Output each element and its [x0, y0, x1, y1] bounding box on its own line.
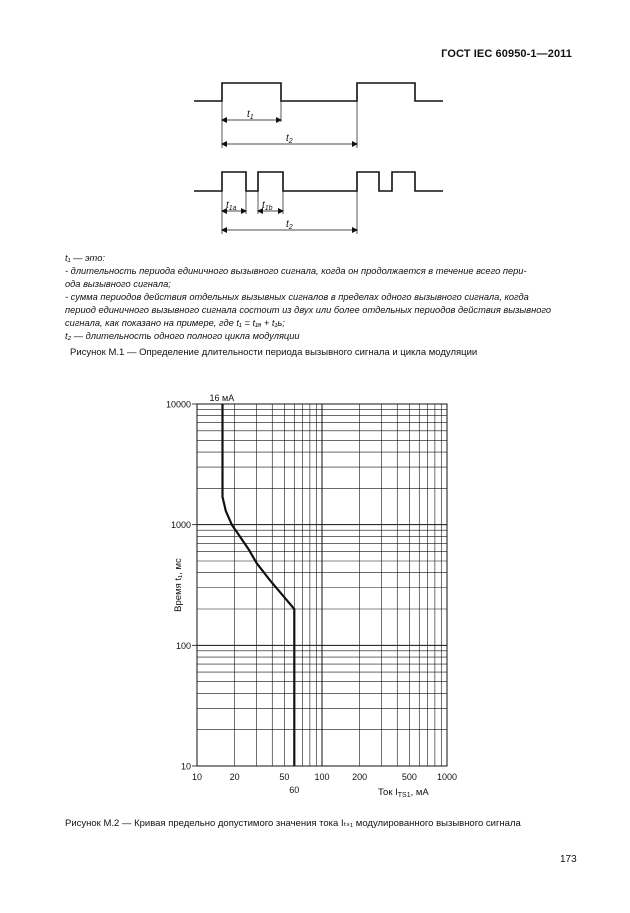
x-tick-label: 500 [401, 772, 417, 782]
legend-line: ода вызывного сигнала; [65, 279, 171, 289]
label-t1a: $t_{1a}$ [226, 200, 237, 212]
x-tick-label: 200 [352, 772, 368, 782]
data-series-line [223, 404, 295, 766]
chart-grid [197, 404, 447, 766]
x-tick-label-extra: 60 [289, 785, 300, 795]
x-tick-label: 1000 [436, 772, 458, 782]
legend-line: t₁ — это: [65, 253, 105, 263]
label-t1: $t_1$ [247, 109, 254, 121]
legend-line: сигнала, как показано на примере, где t₁ = t₁ₐ + t₁ь; [65, 318, 285, 328]
legend-line: t₂ — длительность одного полного цикла модуляции [65, 331, 300, 341]
legend-line: период единичного вызывного сигнала состоит из двух или более отдельных периодов действия вызывного [65, 305, 552, 315]
axis-ticks [166, 400, 457, 796]
x-tick-label: 50 [279, 772, 290, 782]
annotation-16ma: 16 мА [209, 393, 235, 403]
x-axis-label: Ток $I_{TS1}$, мА [378, 787, 429, 799]
page-number: 173 [560, 854, 577, 865]
y-axis-label: Время t₁, мс [173, 558, 184, 612]
y-tick-label: 10 [180, 761, 191, 772]
label-t2: $t_2$ [286, 133, 293, 145]
document-header: ГОСТ IEC 60950-1—2011 [441, 48, 572, 60]
label-t2-lower: $t_2$ [286, 219, 293, 231]
y-tick-label: 1000 [170, 520, 191, 531]
legend-line: - длительность периода единичного вызывного сигнала, когда он продолжается в течение всего пери- [65, 266, 527, 276]
figure-caption-m1: Рисунок М.1 — Определение длительности периода вызывного сигнала и цикла модуляции [70, 347, 478, 358]
x-tick-label: 20 [229, 772, 240, 782]
y-tick-label: 10000 [165, 399, 191, 410]
x-tick-label: 10 [191, 772, 203, 782]
legend-line: - сумма периодов действия отдельных вызывных сигналов в пределах одного вызывного сигнала, когда [65, 292, 529, 302]
figure-caption-m2: Рисунок М.2 — Кривая предельно допустимого значения тока Iₜₛ₁ модулированного вызывного сигнала [65, 818, 521, 829]
label-t1b: $t_{1b}$ [262, 200, 273, 212]
x-tick-label: 100 [314, 772, 330, 782]
y-tick-label: 100 [175, 640, 191, 651]
